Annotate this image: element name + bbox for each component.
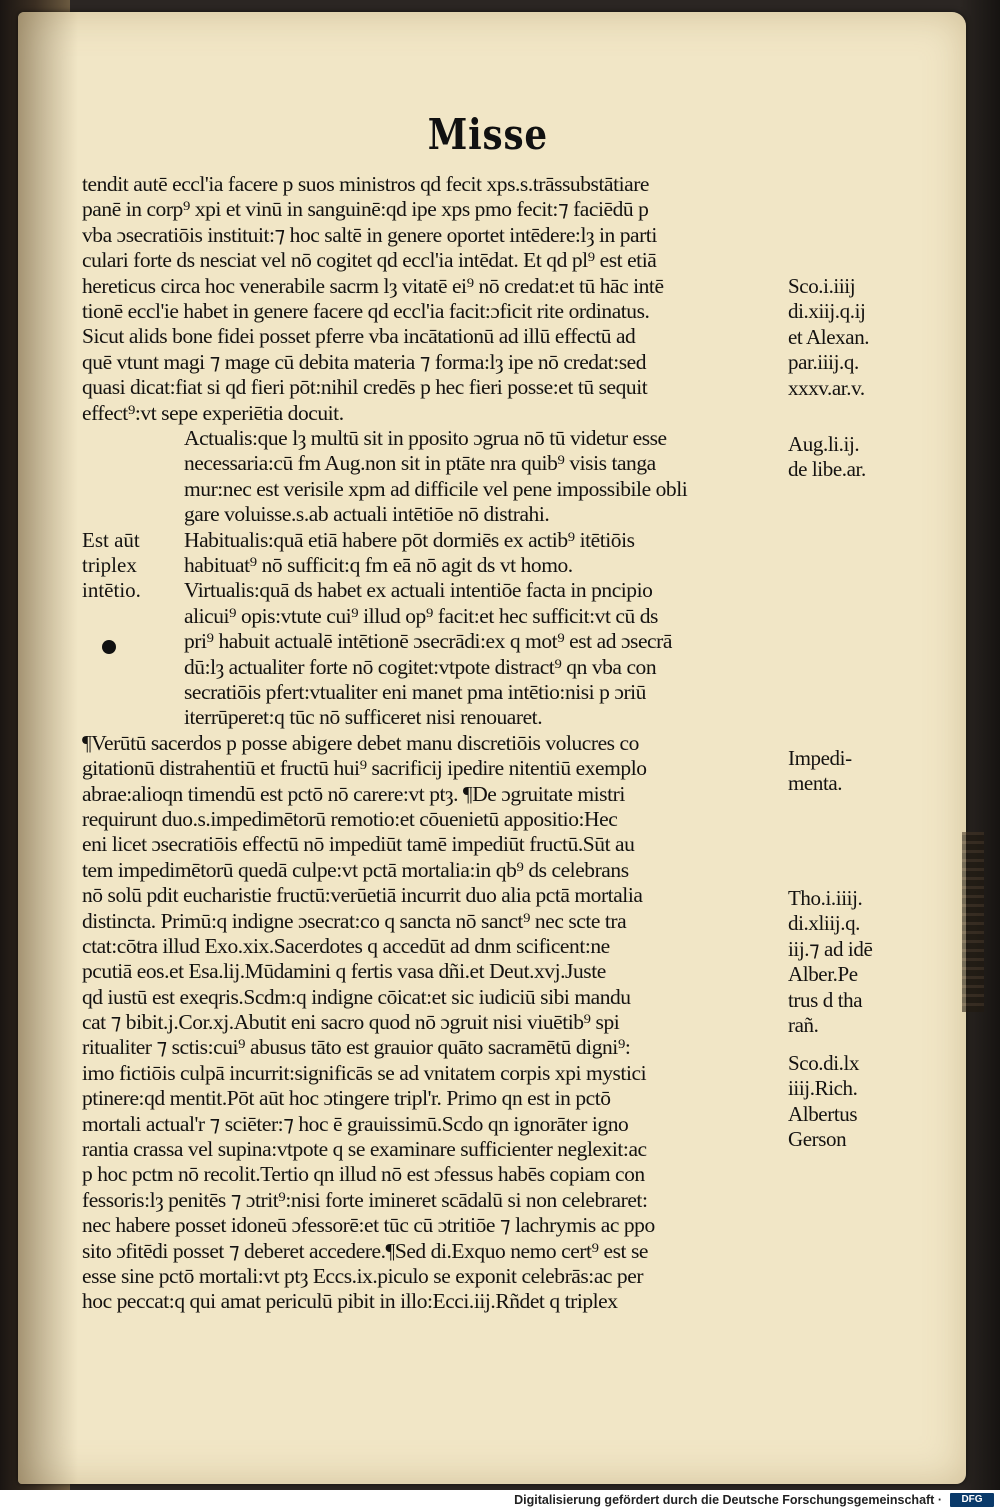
text-line: hereticus circa hoc venerabile sacrm lȝ vitatē ei⁹ nō credat:et tū hāc intē [82, 273, 664, 298]
text-line: p hoc pctm nō recolit.Tertio qn illud nō est ɔfessus habēs copiam con [82, 1162, 645, 1187]
text-line: pcutiā eos.et Esa.lij.Mūdamini q fertis vasa dñi.et Deut.xvj.Juste [82, 959, 606, 984]
margin-line: intētio. [82, 578, 141, 603]
text-line: ¶Verūtū sacerdos p posse abigere debet manu discretiōis volucres co [82, 730, 639, 755]
margin-line: Alber.Pe [788, 962, 858, 987]
text-line: Sicut alids bone fidei posset pferre vba incātationū ad illū effectū ad [82, 324, 636, 349]
text-line: culari forte ds nesciat vel nō cogitet qd eccl'ia intēdat. Et qd pl⁹ est etiā [82, 248, 657, 273]
paragraph-3 [82, 731, 782, 1315]
right-margin-note-2 [788, 432, 908, 483]
text-line: nō solū pdit eucharistie fructū:verūetiā incurrit duo alia pctā mortalia [82, 883, 643, 908]
text-line: habituat⁹ nō sufficit:q fm eā nō agit ds vt homo. [184, 552, 573, 577]
margin-line: Tho.i.iiij. [788, 886, 863, 910]
funding-credit: Digitalisierung gefördert durch die Deutsche Forschungsgemeinschaft · [514, 1493, 942, 1507]
text-line: quasi dicat:fiat si qd fieri pōt:nihil credēs p hec fieri posse:et tū sequit [82, 375, 648, 400]
margin-line: menta. [788, 771, 843, 796]
left-margin-note [82, 528, 172, 604]
margin-line: Albertus [788, 1101, 858, 1126]
margin-line: Aug.li.ij. [788, 432, 860, 456]
text-line: nec habere posset idoneū ɔfessorē:et tūc cū ɔtritiōe ⁊ lachrymis ac ppo [82, 1213, 655, 1238]
text-line: secratiōis pfert:vtualiter eni manet pma intētio:nisi p ɔriū [184, 679, 646, 704]
dfg-logo-icon: DFG [950, 1493, 994, 1507]
margin-line: de libe.ar. [788, 457, 866, 482]
text-line: esse sine pctō mortali:vt ptȝ Eccs.ix.piculo se exponit celebrās:ac per [82, 1264, 644, 1288]
margin-line: par.iiij.q. [788, 350, 859, 375]
text-line: imo fictiōis culpā incurrit:significās se ad vnitatem corpis xpi mystici [82, 1060, 647, 1085]
margin-line: trus d tha [788, 987, 863, 1012]
text-line: effect⁹:vt sepe experiētia docuit. [82, 400, 344, 425]
text-line: Virtualis:quā ds habet ex actuali intentiōe facta in pncipio [184, 578, 653, 603]
margin-line: iij.⁊ ad idē [788, 936, 873, 961]
text-line: sito ɔfitēdi posset ⁊ deberet accedere.¶Sed di.Exquo nemo cert⁹ est se [82, 1238, 648, 1263]
text-line: cat ⁊ bibit.j.Cor.xj.Abutit eni sacro quod nō ɔgruit nisi viuētib⁹ spi [82, 1010, 620, 1035]
text-line: ctat:cōtra illud Exo.xix.Sacerdotes q accedūt ad dnm scificent:ne [82, 933, 610, 958]
text-line: necessaria:cū fm Aug.non sit in ptāte nra quib⁹ visis tanga [184, 451, 656, 476]
margin-line: Sco.i.iiij [788, 274, 856, 298]
margin-line: Gerson [788, 1127, 847, 1152]
text-line: tendit autē eccl'ia facere p suos ministros qd fecit xps.s.trāssubstātiare [82, 172, 650, 196]
text-line: abrae:alioqn timendū est pctō nō carere:vt ptȝ. ¶De ɔgruitate mistri [82, 781, 625, 806]
right-margin-note-1 [788, 274, 908, 401]
text-line: vba ɔsecratiōis instituit:⁊ hoc saltē in genere oportet intēdere:lȝ in parti [82, 222, 657, 247]
text-line: hoc peccat:q qui amat periculū pibit in illo:Ecci.iij.Rñdet q triplex [82, 1289, 618, 1314]
scan-background-right [960, 0, 1000, 1490]
text-line: Habitualis:quā etiā habere pōt dormiēs ex actib⁹ itētiōis [184, 527, 635, 552]
margin-line: xxxv.ar.v. [788, 375, 865, 400]
margin-line: Est aūt [82, 527, 140, 552]
margin-line: di.xiij.q.ij [788, 299, 866, 324]
text-line: distincta. Primū:q indigne ɔsecrat:co q sancta nō sanct⁹ nec scte tra [82, 908, 627, 933]
text-line: rantia crassa vel supina:vtpote q se examinare sufficienter neglexit:ac [82, 1137, 647, 1162]
text-line: eni licet ɔsecratiōis effectū nō impediūt tamē impediūt fructū.Sūt au [82, 832, 635, 857]
text-line: pri⁹ habuit actualē intētionē ɔsecrādi:ex q mot⁹ est ad ɔsecrā [184, 629, 672, 654]
paragraph-1 [82, 172, 782, 426]
right-margin-note-3 [788, 746, 908, 797]
margin-line: et Alexan. [788, 324, 870, 349]
text-line: panē in corp⁹ xpi et vinū in sanguinē:qd ipe xps pmo fecit:⁊ faciēdū p [82, 197, 649, 222]
text-line: alicui⁹ opis:vtute cui⁹ illud op⁹ facit:et hec sufficit:vt cū ds [184, 603, 658, 628]
footer-bar [0, 1490, 1000, 1510]
page-heading: Misse [427, 110, 548, 159]
text-line: mur:nec est verisile xpm ad difficile vel pene impossibile obli [184, 476, 688, 501]
text-line: mortali actual'r ⁊ sciēter:⁊ hoc ē grauissimū.Scdo qn ignorāter igno [82, 1111, 629, 1136]
margin-line: triplex [82, 553, 137, 577]
text-line: tionē eccl'ie habet in genere facere qd eccl'ia facit:ɔficit rite ordinatus. [82, 298, 650, 323]
text-line: gare voluisse.s.ab actuali intētiōe nō distrahi. [184, 502, 550, 527]
margin-line: iiij.Rich. [788, 1076, 858, 1101]
text-line: iterrūperet:q tūc nō sufficeret nisi renouaret. [184, 705, 543, 730]
margin-line: Impedi- [788, 746, 852, 770]
text-line: dū:lȝ actualiter forte nō cogitet:vtpote distract⁹ qn vba con [184, 654, 657, 679]
text-line: quē vtunt magi ⁊ mage cū debita materia ⁊ forma:lȝ ipe nō credat:sed [82, 349, 647, 374]
paragraph-2-intention-types [184, 426, 784, 731]
text-line: ptinere:qd mentit.Pōt aūt hoc ɔtingere tripl'r. Primo qn est in pctō [82, 1086, 611, 1111]
page-edge-shadow [962, 832, 984, 1012]
ink-dot-mark [102, 640, 116, 654]
text-line: fessoris:lȝ penitēs ⁊ ɔtrit⁹:nisi forte imineret scādalū si non celebraret: [82, 1187, 648, 1212]
margin-line: Sco.di.lx [788, 1051, 860, 1075]
right-margin-note-5 [788, 1051, 908, 1153]
text-line: ritualiter ⁊ sctis:cui⁹ abusus tāto est grauior quāto sacramētū digni⁹: [82, 1035, 631, 1060]
text-line: gitationū distrahentiū et fructū hui⁹ sacrificij ipedire nitentiū exemplo [82, 756, 647, 781]
margin-line: di.xliij.q. [788, 911, 861, 936]
right-margin-note-4 [788, 886, 908, 1038]
text-line: Actualis:que lȝ multū sit in pposito ɔgrua nō tū videtur esse [184, 426, 667, 450]
text-line: requirunt duo.s.impedimētorū remotio:et cōuenietū appositio:Hec [82, 806, 618, 831]
text-line: tem impedimētorū quedā culpe:vt pctā mortalia:in qb⁹ ds celebrans [82, 857, 629, 882]
text-line: qd iustū est exeqris.Scdm:q indigne cōicat:et sic iudiciū sibi mandu [82, 984, 631, 1009]
margin-line: rañ. [788, 1013, 819, 1038]
